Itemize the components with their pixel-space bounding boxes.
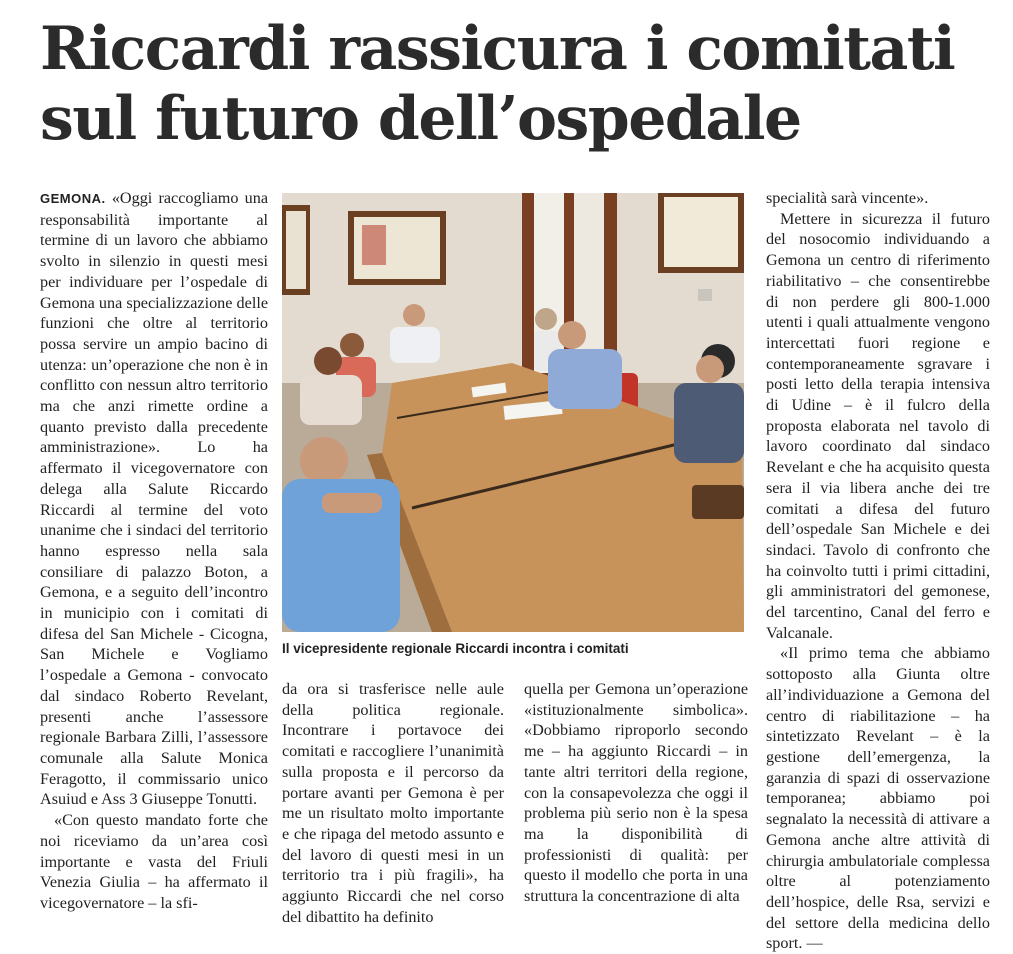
article-column-3 [524,679,748,907]
article-paragraph: quella per Gemona un’operazione «istituzionalmente simbolica». «Dobbiamo riproporlo secondo me – ha aggiunto Riccardi – in tante altri territori della regione, con la consapevolezza che oggi il problema più serio non è la spesa ma la disponibilità di professionisti di qualità: per questo il modello che porta in una struttura la concentrazione di alta [524,680,748,906]
dateline: GEMONA. [40,191,106,206]
headline-line-1: Riccardi rassicura i comitati [40,14,955,84]
article-column-4 [766,188,990,954]
article-paragraph: specialità sarà vincente». [766,189,929,207]
meeting-photo [282,193,744,632]
article-column-2 [282,679,504,927]
article-column-1 [40,188,268,914]
article-paragraph [40,188,268,810]
article-text: «Oggi raccogliamo una responsabilità importante al termine di un lavoro che abbiamo svolto in silenzio in questi mesi per individuare per l’ospedale di Gemona una specializzazione delle funzioni che oltre al territorio possa servire un ampio bacino di utenza: un’operazione che non è in conflitto con nessun altro territorio ma che anzi rimette ordine a quanto previsto dalla precedente amministrazione». Lo ha affermato il vicegovernatore con delega alla Salute Riccardo Riccardi al termine del voto unanime che i sindaci del territorio hanno espresso nella sala consiliare di palazzo Boton, a Gemona, e a seguito dell’incontro in municipio con i comitati di difesa del San Michele - Cicogna, San Michele e Vogliamo l’ospedale a Gemona - convocato dal sindaco Roberto Revelant, presenti anche l’assessore regionale Barbara Zilli, l’assessore comunale alla Salute Monica Feragotto, il commissario unico Asuiud e Ass 3 Giuseppe Tonutti. [40,189,269,809]
article-paragraph: «Con questo mandato forte che noi riceviamo da un’area così importante e vasta del Friuli Venezia Giulia – ha affermato il vicegovernatore – la sfi- [40,811,268,912]
headline-line-2: sul futuro dell’ospedale [40,84,801,154]
article-paragraph: da ora si trasferisce nelle aule della politica regionale. Incontrare i portavoce dei comitati e raccogliere l’unanimità sulla proposta e il percorso da portare avanti per Gemona è per me un risultato molto importante e che ripaga del metodo assunto e del lavoro di questi mesi in un territorio tra i più fragili», ha aggiunto Riccardi che nel corso del dibattito ha definito [282,680,504,926]
article-paragraph: «Il primo tema che abbiamo sottoposto alla Giunta oltre all’individuazione a Gemona del centro di riabilitazione – ha sintetizzato Revelant – è la gestione dell’emergenza, la garanzia di spazi di osservazione temporanea; abbiamo poi segnalato la necessità di attivare a Gemona anche altre attività di chirurgia ambulatoriale complessa oltre al potenziamento dell’hospice, delle Rsa, servizi e del settore della medicina dello sport. — [766,644,990,953]
headline [40,14,1000,154]
article-paragraph: Mettere in sicurezza il futuro del nosocomio individuando a Gemona un centro di riferimento riabilitativo – che consentirebbe di non perdere gli 800-1.000 utenti i quali attualmente vengono intercettati fuori regione e contemporaneamente sgravare i posti letto della terapia intensiva di Udine – è il fulcro della proposta elaborata nel tavolo di lavoro coordinato dal sindaco Revelant e che ha acquisito questa sera il via libera anche dei tre comitati a difesa del futuro dell’ospedale San Michele e dei sindaci. Tavolo di confronto che ha coinvolto tutti i primi cittadini, gli amministratori del gemonese, del tarcentino, Canal del ferro e Valcanale. [766,209,990,642]
photo-caption: Il vicepresidente regionale Riccardi incontra i comitati [282,641,629,656]
